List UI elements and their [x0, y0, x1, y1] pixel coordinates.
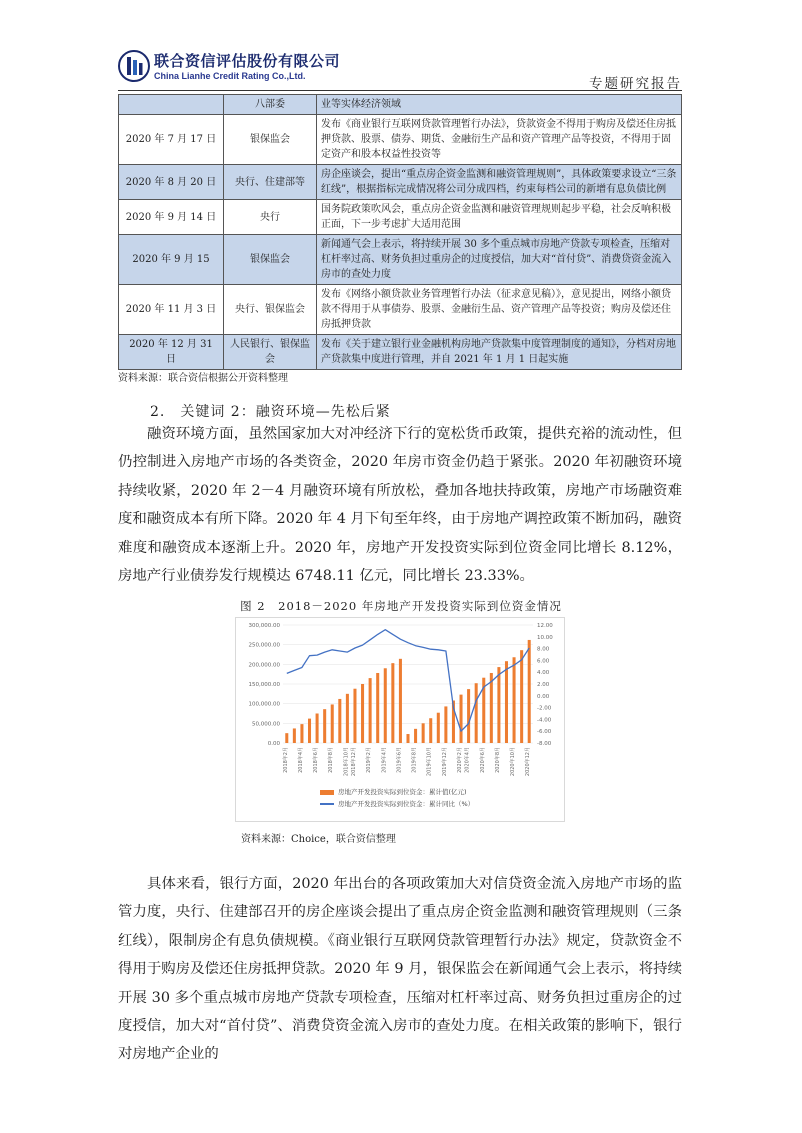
y-right-tick-label: -6.00 [537, 729, 552, 736]
y-left-tick-label: 200,000.00 [248, 662, 280, 669]
bar [528, 640, 531, 743]
table-source: 资料来源：联合资信根据公开资料整理 [118, 373, 288, 384]
y-left-tick-label: 50,000.00 [252, 721, 280, 728]
table-cell-agency: 人民银行、银保监会 [224, 335, 317, 370]
table-cell-agency: 八部委 [224, 95, 317, 115]
y-left-tick-label: 300,000.00 [248, 623, 280, 629]
bar [285, 733, 288, 743]
x-tick-label: 2018年10月 [343, 747, 350, 777]
y-left-tick-label: 0.00 [267, 741, 280, 747]
table-cell-content: 发布《商业银行互联网贷款管理暂行办法》，贷款资金不得用于购房及偿还住房抵押贷款、股票、债券、期货、金融衍生产品和资产管理产品等投资，不得用于固定资产和股本权益性投资等 [317, 115, 682, 165]
legend-line-label: 房地产开发投资实际到位资金：累计同比（%） [338, 800, 475, 808]
x-tick-label: 2019年6月 [396, 747, 403, 773]
table-cell-content: 新闻通气会上表示，将持续开展 30 多个重点城市房地产贷款专项检查，压缩对杠杆率过高、财务负担过重房企的过度授信，加大对“首付贷”、消费贷资金流入房市的查处力度 [317, 235, 682, 285]
table-cell-date [119, 95, 224, 115]
legend-bar-swatch [320, 790, 334, 795]
table-cell-date: 2020 年 8 月 20 日 [119, 165, 224, 200]
x-tick-label: 2020年10月 [510, 747, 517, 777]
bar [429, 718, 432, 743]
x-tick-label: 2019年4月 [381, 747, 388, 773]
bar [376, 673, 379, 743]
bar [391, 663, 394, 743]
y-right-tick-label: 0.00 [537, 693, 550, 700]
x-tick-label: 2020年4月 [464, 747, 471, 773]
table-cell-agency: 央行 [224, 200, 317, 235]
table-row [119, 285, 682, 335]
table-cell-content: 房企座谈会，提出“重点房企资金监测和融资管理规则”，具体政策要求设立“三条红线”，根据指标完成情况将公司分成四档，约束每档公司的新增有息负债比例 [317, 165, 682, 200]
table-cell-date: 2020 年 7 月 17 日 [119, 115, 224, 165]
y-right-tick-label: -2.00 [537, 705, 552, 712]
bar [346, 694, 349, 743]
bar [467, 689, 470, 743]
x-tick-label: 2020年2月 [457, 747, 464, 773]
table-cell-agency: 央行、银保监会 [224, 285, 317, 335]
table-cell-content: 发布《网络小额贷款业务管理暂行办法（征求意见稿）》，意见提出，网络小额贷款不得用于从事债券、股票、金融衍生品、资产管理产品等投资；购房及偿还住房抵押贷款 [317, 285, 682, 335]
legend-bar [320, 787, 467, 796]
table-cell-agency: 银保监会 [224, 235, 317, 285]
table-row [119, 115, 682, 165]
table-cell-agency: 央行、住建部等 [224, 165, 317, 200]
bar [338, 699, 341, 743]
table-cell-content: 发布《关于建立银行业金融机构房地产贷款集中度管理制度的通知》，分档对房地产贷款集中度进行管理，并自 2021 年 1 月 1 日起实施 [317, 335, 682, 370]
bar [475, 683, 478, 743]
table-row [119, 200, 682, 235]
y-right-tick-label: 4.00 [537, 670, 550, 677]
table-cell-date: 2020 年 9 月 14 日 [119, 200, 224, 235]
y-left-tick-label: 100,000.00 [248, 701, 280, 708]
bar [490, 673, 493, 743]
table-cell-agency: 银保监会 [224, 115, 317, 165]
bar [316, 714, 319, 744]
figure-caption: 图 2 2018－2020 年房地产开发投资实际到位资金情况 [240, 599, 562, 613]
table-row [119, 95, 682, 115]
bar [460, 695, 463, 743]
paragraph-bank-policy: 具体来看，银行方面，2020 年出台的各项政策加大对信贷资金流入房地产市场的监管力度，央行、住建部召开的房企座谈会提出了重点房企资金监测和融资管理规则（三条红线），限制房企有息负债规模。《商业银行互联网贷款管理暂行办法》规定，贷款资金不得用于购房及偿还住房抵押贷款。2020 年 9 月，银保监会在新闻通气会上表示，将持续开展 30 多个重点城市房地产贷款专项检查，压缩对杠杆率过高、财务负担过重房企的过度授信，加大对“首付贷”、消费贷资金流入房市的查处力度。在相关政策的影响下，银行对房地产企业的 [118, 876, 682, 1063]
company-logo-icon [118, 50, 150, 82]
bar [361, 684, 364, 743]
y-right-tick-label: 10.00 [537, 634, 553, 641]
bar [331, 704, 334, 743]
legend-bar-label: 房地产开发投资实际到位资金：累计值(亿元) [338, 788, 467, 796]
company-name-cn: 联合资信评估股份有限公司 [154, 52, 341, 70]
x-tick-label: 2019年2月 [366, 747, 373, 773]
y-right-tick-label: -8.00 [537, 741, 552, 747]
x-tick-label: 2018年2月 [282, 747, 289, 773]
report-type: 专题研究报告 [589, 76, 682, 92]
y-left-tick-label: 250,000.00 [248, 642, 280, 649]
x-tick-label: 2019年10月 [426, 747, 433, 777]
bar [513, 657, 516, 743]
bar [384, 668, 387, 743]
bar [444, 706, 447, 743]
bar [520, 650, 523, 743]
x-tick-label: 2018年12月 [350, 747, 357, 777]
y-right-tick-label: 2.00 [537, 682, 550, 688]
bar [323, 709, 326, 743]
legend-line-swatch [320, 803, 334, 805]
table-cell-content: 国务院政策吹风会，重点房企资金监测和融资管理规则起步平稳，社会反响积极正面，下一步考虑扩大适用范围 [317, 200, 682, 235]
table-row [119, 335, 682, 370]
table-cell-date: 2020 年 9 月 15 [119, 235, 224, 285]
bar [308, 719, 311, 743]
table-cell-content: 业等实体经济领域 [317, 95, 682, 115]
company-name-en: China Lianhe Credit Rating Co.,Ltd. [154, 71, 306, 81]
x-tick-label: 2020年8月 [494, 747, 501, 773]
table-cell-date: 2020 年 12 月 31 日 [119, 335, 224, 370]
bar [414, 729, 417, 743]
bar [293, 728, 296, 743]
policy-table [118, 94, 682, 370]
bar [505, 661, 508, 743]
x-tick-label: 2020年12月 [525, 747, 532, 777]
bar [497, 667, 500, 743]
x-tick-label: 2019年12月 [441, 747, 448, 777]
y-right-tick-label: 8.00 [537, 646, 550, 653]
y-right-tick-label: 6.00 [537, 658, 550, 665]
table-cell-date: 2020 年 11 月 3 日 [119, 285, 224, 335]
bar [353, 689, 356, 743]
bar [437, 713, 440, 743]
y-right-tick-label: -4.00 [537, 717, 552, 724]
paragraph-financing-environment: 融资环境方面，虽然国家加大对冲经济下行的宽松货币政策，提供充裕的流动性，但仍控制进入房地产市场的各类资金，2020 年房市资金仍趋于紧张。2020 年初融资环境持续收紧，2020 年 2－4 月融资环境有所放松，叠加各地扶持政策，房地产市场融资难度和融资成本有所下降。2020 年 4 月下旬至年终，由于房地产调控政策不断加码，融资难度和融资成本逐渐上升。2020 年，房地产开发投资实际到位资金同比增长 8.12%，房地产行业债券发行规模达 6748.11 亿元，同比增长 23.33%。 [118, 426, 682, 585]
y-right-tick-label: 12.00 [537, 623, 553, 629]
x-tick-label: 2020年6月 [479, 747, 486, 773]
table-row [119, 165, 682, 200]
bar [399, 659, 402, 743]
x-tick-label: 2018年8月 [328, 747, 335, 773]
bar [406, 734, 409, 743]
section-heading: 2. 关键词 2：融资环境—先松后紧 [150, 404, 391, 420]
x-tick-label: 2018年6月 [313, 747, 320, 773]
bar [422, 723, 425, 743]
table-row [119, 235, 682, 285]
bar [300, 724, 303, 743]
header-rule [118, 90, 682, 91]
y-left-tick-label: 150,000.00 [248, 682, 280, 688]
figure-source: 资料来源：Choice，联合资信整理 [241, 834, 396, 845]
x-tick-label: 2018年4月 [297, 747, 304, 773]
legend-line [320, 799, 474, 808]
x-tick-label: 2019年8月 [411, 747, 418, 773]
bar [369, 678, 372, 743]
